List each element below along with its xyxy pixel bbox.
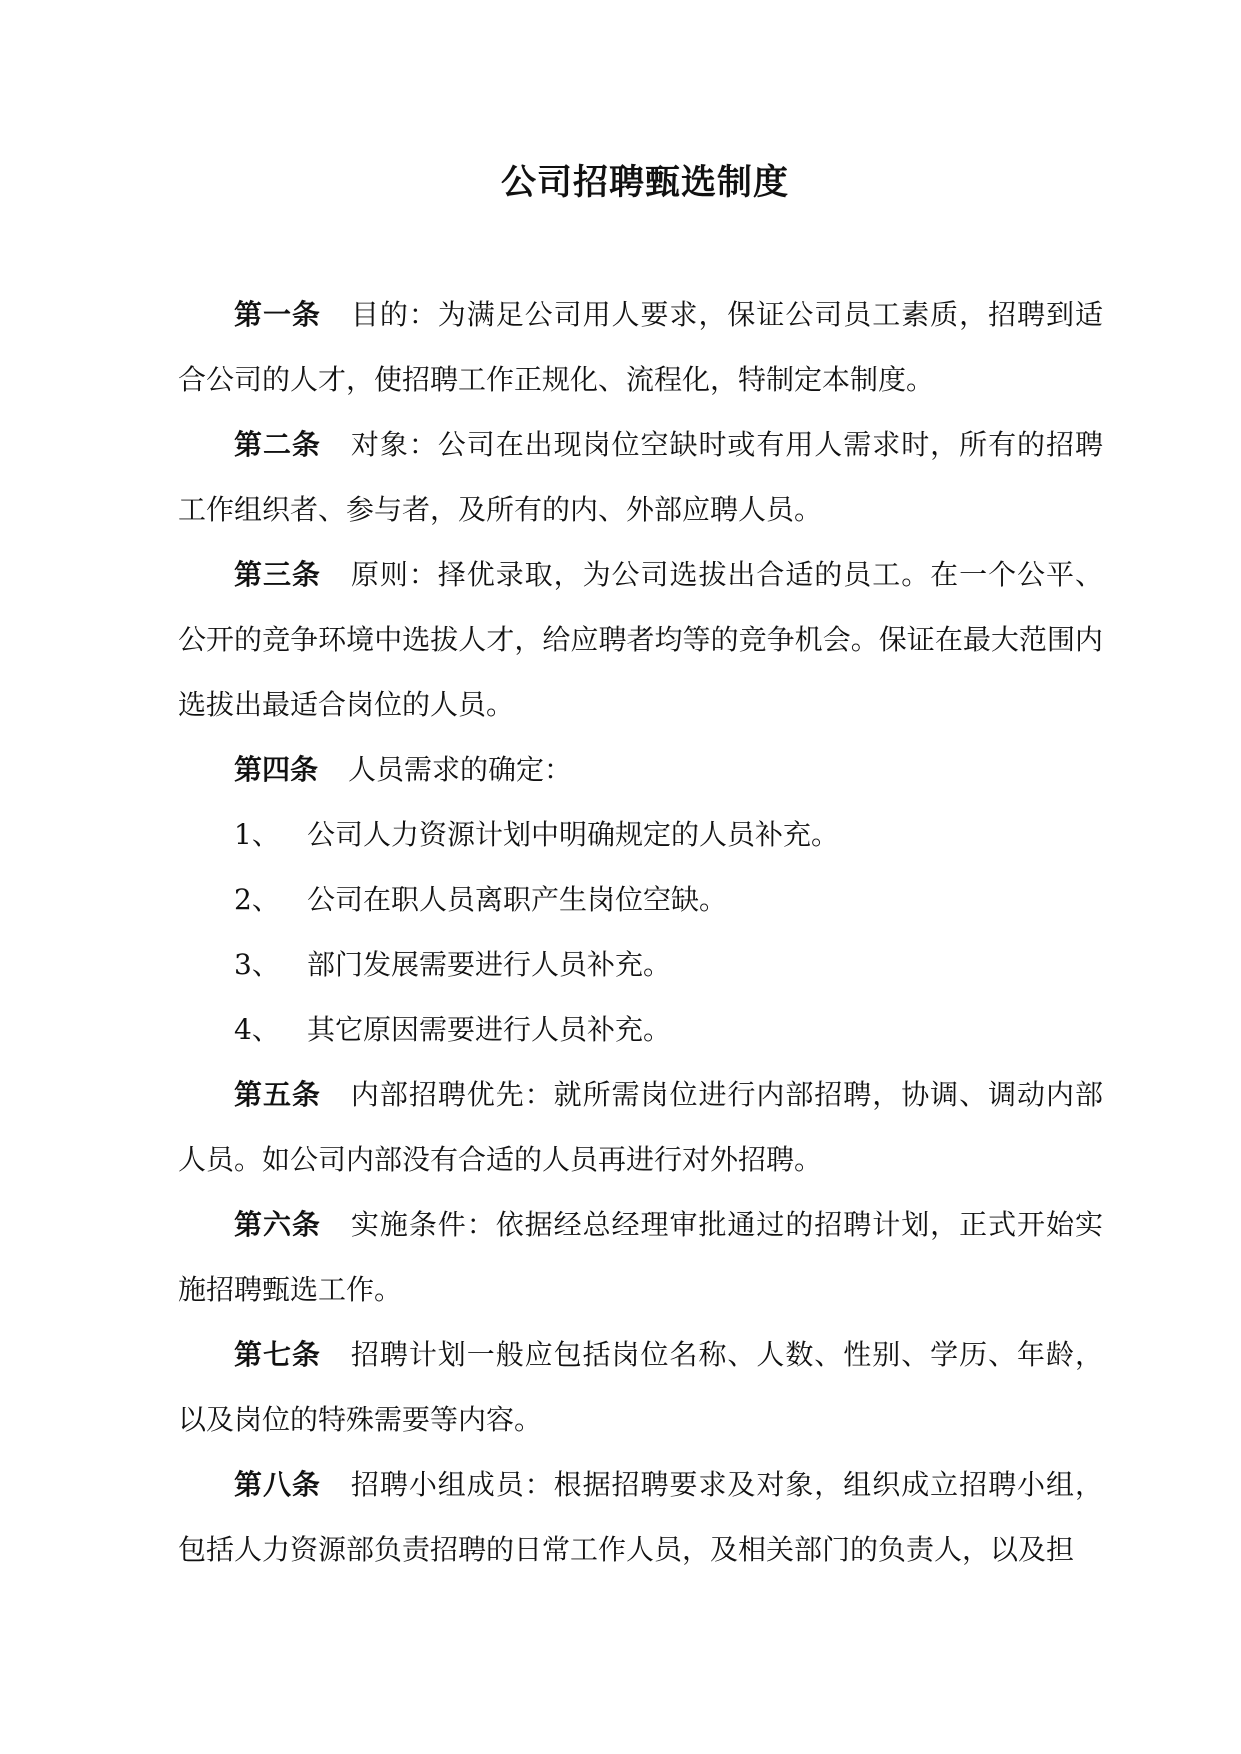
- article-6: [178, 1192, 1103, 1322]
- list-item-text: 部门发展需要进行人员补充。: [307, 948, 672, 981]
- list-item-number: 3、: [234, 948, 280, 981]
- article-2: [178, 412, 1103, 542]
- article-label: 第八条: [234, 1468, 321, 1501]
- article-text: 原则：择优录取，为公司选拔出合适的员工。在一个公平、公开的竞争环境中选拔人才，给应聘者均等的竞争机会。保证在最大范围内选拔出最适合岗位的人员。: [178, 558, 1103, 721]
- article-label: 第二条: [234, 428, 321, 461]
- list-item: [178, 932, 1103, 997]
- list-item-text: 公司在职人员离职产生岗位空缺。: [307, 883, 728, 916]
- article-3: [178, 542, 1103, 737]
- list-item-number: 1、: [234, 818, 280, 851]
- article-text: 目的：为满足公司用人要求，保证公司员工素质，招聘到适合公司的人才，使招聘工作正规化、流程化，特制定本制度。: [178, 298, 1103, 396]
- article-label: 第六条: [234, 1208, 321, 1241]
- article-label: 第三条: [234, 558, 321, 591]
- article-label: 第一条: [234, 298, 321, 331]
- article-text: 人员需求的确定：: [348, 753, 573, 786]
- article-text: 招聘小组成员：根据招聘要求及对象，组织成立招聘小组，包括人力资源部负责招聘的日常工作人员，及相关部门的负责人，以及担: [178, 1468, 1103, 1566]
- list-item: [178, 997, 1103, 1062]
- article-8: [178, 1452, 1103, 1582]
- article-7: [178, 1322, 1103, 1452]
- list-item-text: 其它原因需要进行人员补充。: [307, 1013, 672, 1046]
- article-label: 第七条: [234, 1338, 321, 1371]
- article-label: 第四条: [234, 753, 319, 786]
- article-4: [178, 737, 1103, 802]
- list-item: [178, 802, 1103, 867]
- list-item-text: 公司人力资源计划中明确规定的人员补充。: [307, 818, 840, 851]
- article-text: 内部招聘优先：就所需岗位进行内部招聘，协调、调动内部人员。如公司内部没有合适的人员再进行对外招聘。: [178, 1078, 1103, 1176]
- article-text: 对象：公司在出现岗位空缺时或有用人需求时，所有的招聘工作组织者、参与者，及所有的内、外部应聘人员。: [178, 428, 1103, 526]
- article-5: [178, 1062, 1103, 1192]
- article-1: [178, 282, 1103, 412]
- list-item-number: 2、: [234, 883, 280, 916]
- document-body: [178, 282, 1103, 1582]
- list-item: [178, 867, 1103, 932]
- article-label: 第五条: [234, 1078, 321, 1111]
- document-title: 公司招聘甄选制度: [500, 162, 789, 203]
- list-item-number: 4、: [234, 1013, 280, 1046]
- article-text: 招聘计划一般应包括岗位名称、人数、性别、学历、年龄，以及岗位的特殊需要等内容。: [178, 1338, 1103, 1436]
- article-text: 实施条件：依据经总经理审批通过的招聘计划，正式开始实施招聘甄选工作。: [178, 1208, 1103, 1306]
